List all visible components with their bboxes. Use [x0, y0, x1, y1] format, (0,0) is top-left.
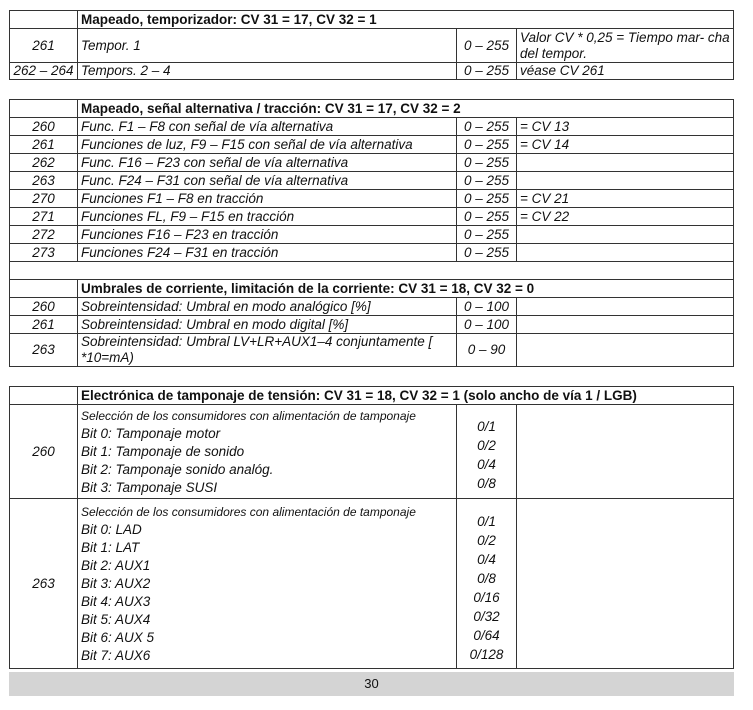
- cv-note: [517, 172, 734, 190]
- cv-number: 270: [10, 190, 78, 208]
- cv-number: 263: [10, 334, 78, 367]
- bit-item: Bit 1: Tamponaje de sonido: [81, 443, 245, 459]
- cv-description: Funciones F1 – F8 en tracción: [78, 190, 457, 208]
- bit-value: 0/2: [477, 437, 496, 453]
- cv-range: 0 – 255: [457, 154, 517, 172]
- cv-note: Valor CV * 0,25 = Tiempo mar- cha del tempor.: [517, 29, 734, 63]
- cv-note: [517, 154, 734, 172]
- cv-note: [517, 316, 734, 334]
- cv-description: Tempor. 1: [78, 29, 457, 63]
- cv-range: 0 – 255: [457, 172, 517, 190]
- cv-range: 0 – 100: [457, 298, 517, 316]
- cv-range: 0 – 255: [457, 136, 517, 154]
- cv-range: 0 – 255: [457, 118, 517, 136]
- bit-value: 0/1: [477, 513, 496, 529]
- bit-item: Bit 0: Tamponaje motor: [81, 425, 221, 441]
- section-header: Umbrales de corriente, limitación de la corriente: CV 31 = 18, CV 32 = 0: [78, 280, 734, 298]
- bit-item: Bit 3: AUX2: [81, 575, 151, 591]
- alt-signal-table: [9, 99, 734, 367]
- cv-description: Funciones de luz, F9 – F15 con señal de vía alternativa: [78, 136, 457, 154]
- cv-note: [517, 244, 734, 262]
- cv-range: 0 – 255: [457, 29, 517, 63]
- cv-number: 261: [10, 136, 78, 154]
- blank-cell: [10, 100, 78, 118]
- bit-item: Bit 0: LAD: [81, 521, 142, 537]
- cv-description: Funciones F16 – F23 en tracción: [78, 226, 457, 244]
- cv-note: = CV 14: [517, 136, 734, 154]
- cv-number: 272: [10, 226, 78, 244]
- bit-values: [457, 405, 517, 499]
- bit-item: Bit 7: AUX6: [81, 647, 151, 663]
- cv-number: 273: [10, 244, 78, 262]
- bit-value: 0/16: [473, 589, 500, 605]
- bit-list: [78, 499, 457, 669]
- cv-description: Sobreintensidad: Umbral en modo analógico [%]: [78, 298, 457, 316]
- cv-note: = CV 21: [517, 190, 734, 208]
- section-header: Mapeado, temporizador: CV 31 = 17, CV 32 = 1: [78, 11, 734, 29]
- bit-list-title: Selección de los consumidores con alimentación de tamponaje: [81, 504, 416, 519]
- page-number: 30: [364, 676, 379, 691]
- cv-range: 0 – 90: [457, 334, 517, 367]
- cv-number: 271: [10, 208, 78, 226]
- spacer-row: [10, 262, 734, 280]
- bit-item: Bit 1: LAT: [81, 539, 140, 555]
- bit-value: 0/4: [477, 456, 496, 472]
- bit-value: 0/32: [473, 608, 500, 624]
- cv-number: 260: [10, 405, 78, 499]
- cv-description: Funciones F24 – F31 en tracción: [78, 244, 457, 262]
- blank-cell: [10, 387, 78, 405]
- bit-value: 0/4: [477, 551, 496, 567]
- cv-description: Func. F24 – F31 con señal de vía alternativa: [78, 172, 457, 190]
- cv-description: Tempors. 2 – 4: [78, 63, 457, 80]
- section-header: Electrónica de tamponaje de tensión: CV 31 = 18, CV 32 = 1 (solo ancho de vía 1 / LGB): [78, 387, 734, 405]
- bit-value: 0/2: [477, 532, 496, 548]
- bit-values: [457, 499, 517, 669]
- bit-value: 0/1: [477, 418, 496, 434]
- cv-note: = CV 13: [517, 118, 734, 136]
- cv-note: [517, 226, 734, 244]
- cv-range: 0 – 255: [457, 244, 517, 262]
- bit-list-title: Selección de los consumidores con alimentación de tamponaje: [81, 408, 416, 423]
- cv-number: 262: [10, 154, 78, 172]
- cv-number: 262 – 264: [10, 63, 78, 80]
- cv-number: 260: [10, 298, 78, 316]
- bit-item: Bit 2: Tamponaje sonido analóg.: [81, 461, 274, 477]
- page-number-bar: [9, 672, 734, 696]
- bit-value: 0/64: [473, 627, 500, 643]
- cv-note: = CV 22: [517, 208, 734, 226]
- bit-item: Bit 3: Tamponaje SUSI: [81, 479, 218, 495]
- cv-range: 0 – 255: [457, 63, 517, 80]
- cv-description: Sobreintensidad: Umbral LV+LR+AUX1–4 conjuntamente [ *10=mA): [78, 334, 457, 367]
- cv-description: Sobreintensidad: Umbral en modo digital [%]: [78, 316, 457, 334]
- bit-list: [78, 405, 457, 499]
- cv-number: 261: [10, 316, 78, 334]
- bit-value: 0/8: [477, 570, 496, 586]
- bit-value: 0/8: [477, 475, 496, 491]
- cv-number: 260: [10, 118, 78, 136]
- timer-table: [9, 10, 734, 80]
- bit-value: 0/128: [469, 646, 504, 662]
- cv-range: 0 – 255: [457, 190, 517, 208]
- bit-item: Bit 4: AUX3: [81, 593, 151, 609]
- bit-item: Bit 5: AUX4: [81, 611, 151, 627]
- cv-note: [517, 334, 734, 367]
- cv-note: [517, 298, 734, 316]
- cv-note: véase CV 261: [517, 63, 734, 80]
- cv-description: Func. F16 – F23 con señal de vía alternativa: [78, 154, 457, 172]
- cv-number: 263: [10, 172, 78, 190]
- bit-item: Bit 2: AUX1: [81, 557, 151, 573]
- blank-cell: [517, 405, 734, 499]
- section-header: Mapeado, señal alternativa / tracción: CV 31 = 17, CV 32 = 2: [78, 100, 734, 118]
- cv-range: 0 – 255: [457, 208, 517, 226]
- blank-cell: [517, 499, 734, 669]
- cv-description: Funciones FL, F9 – F15 en tracción: [78, 208, 457, 226]
- buffer-table: [9, 386, 734, 669]
- cv-range: 0 – 255: [457, 226, 517, 244]
- blank-cell: [10, 11, 78, 29]
- blank-cell: [10, 280, 78, 298]
- cv-number: 261: [10, 29, 78, 63]
- cv-range: 0 – 100: [457, 316, 517, 334]
- cv-description: Func. F1 – F8 con señal de vía alternativa: [78, 118, 457, 136]
- bit-item: Bit 6: AUX 5: [81, 629, 155, 645]
- cv-number: 263: [10, 499, 78, 669]
